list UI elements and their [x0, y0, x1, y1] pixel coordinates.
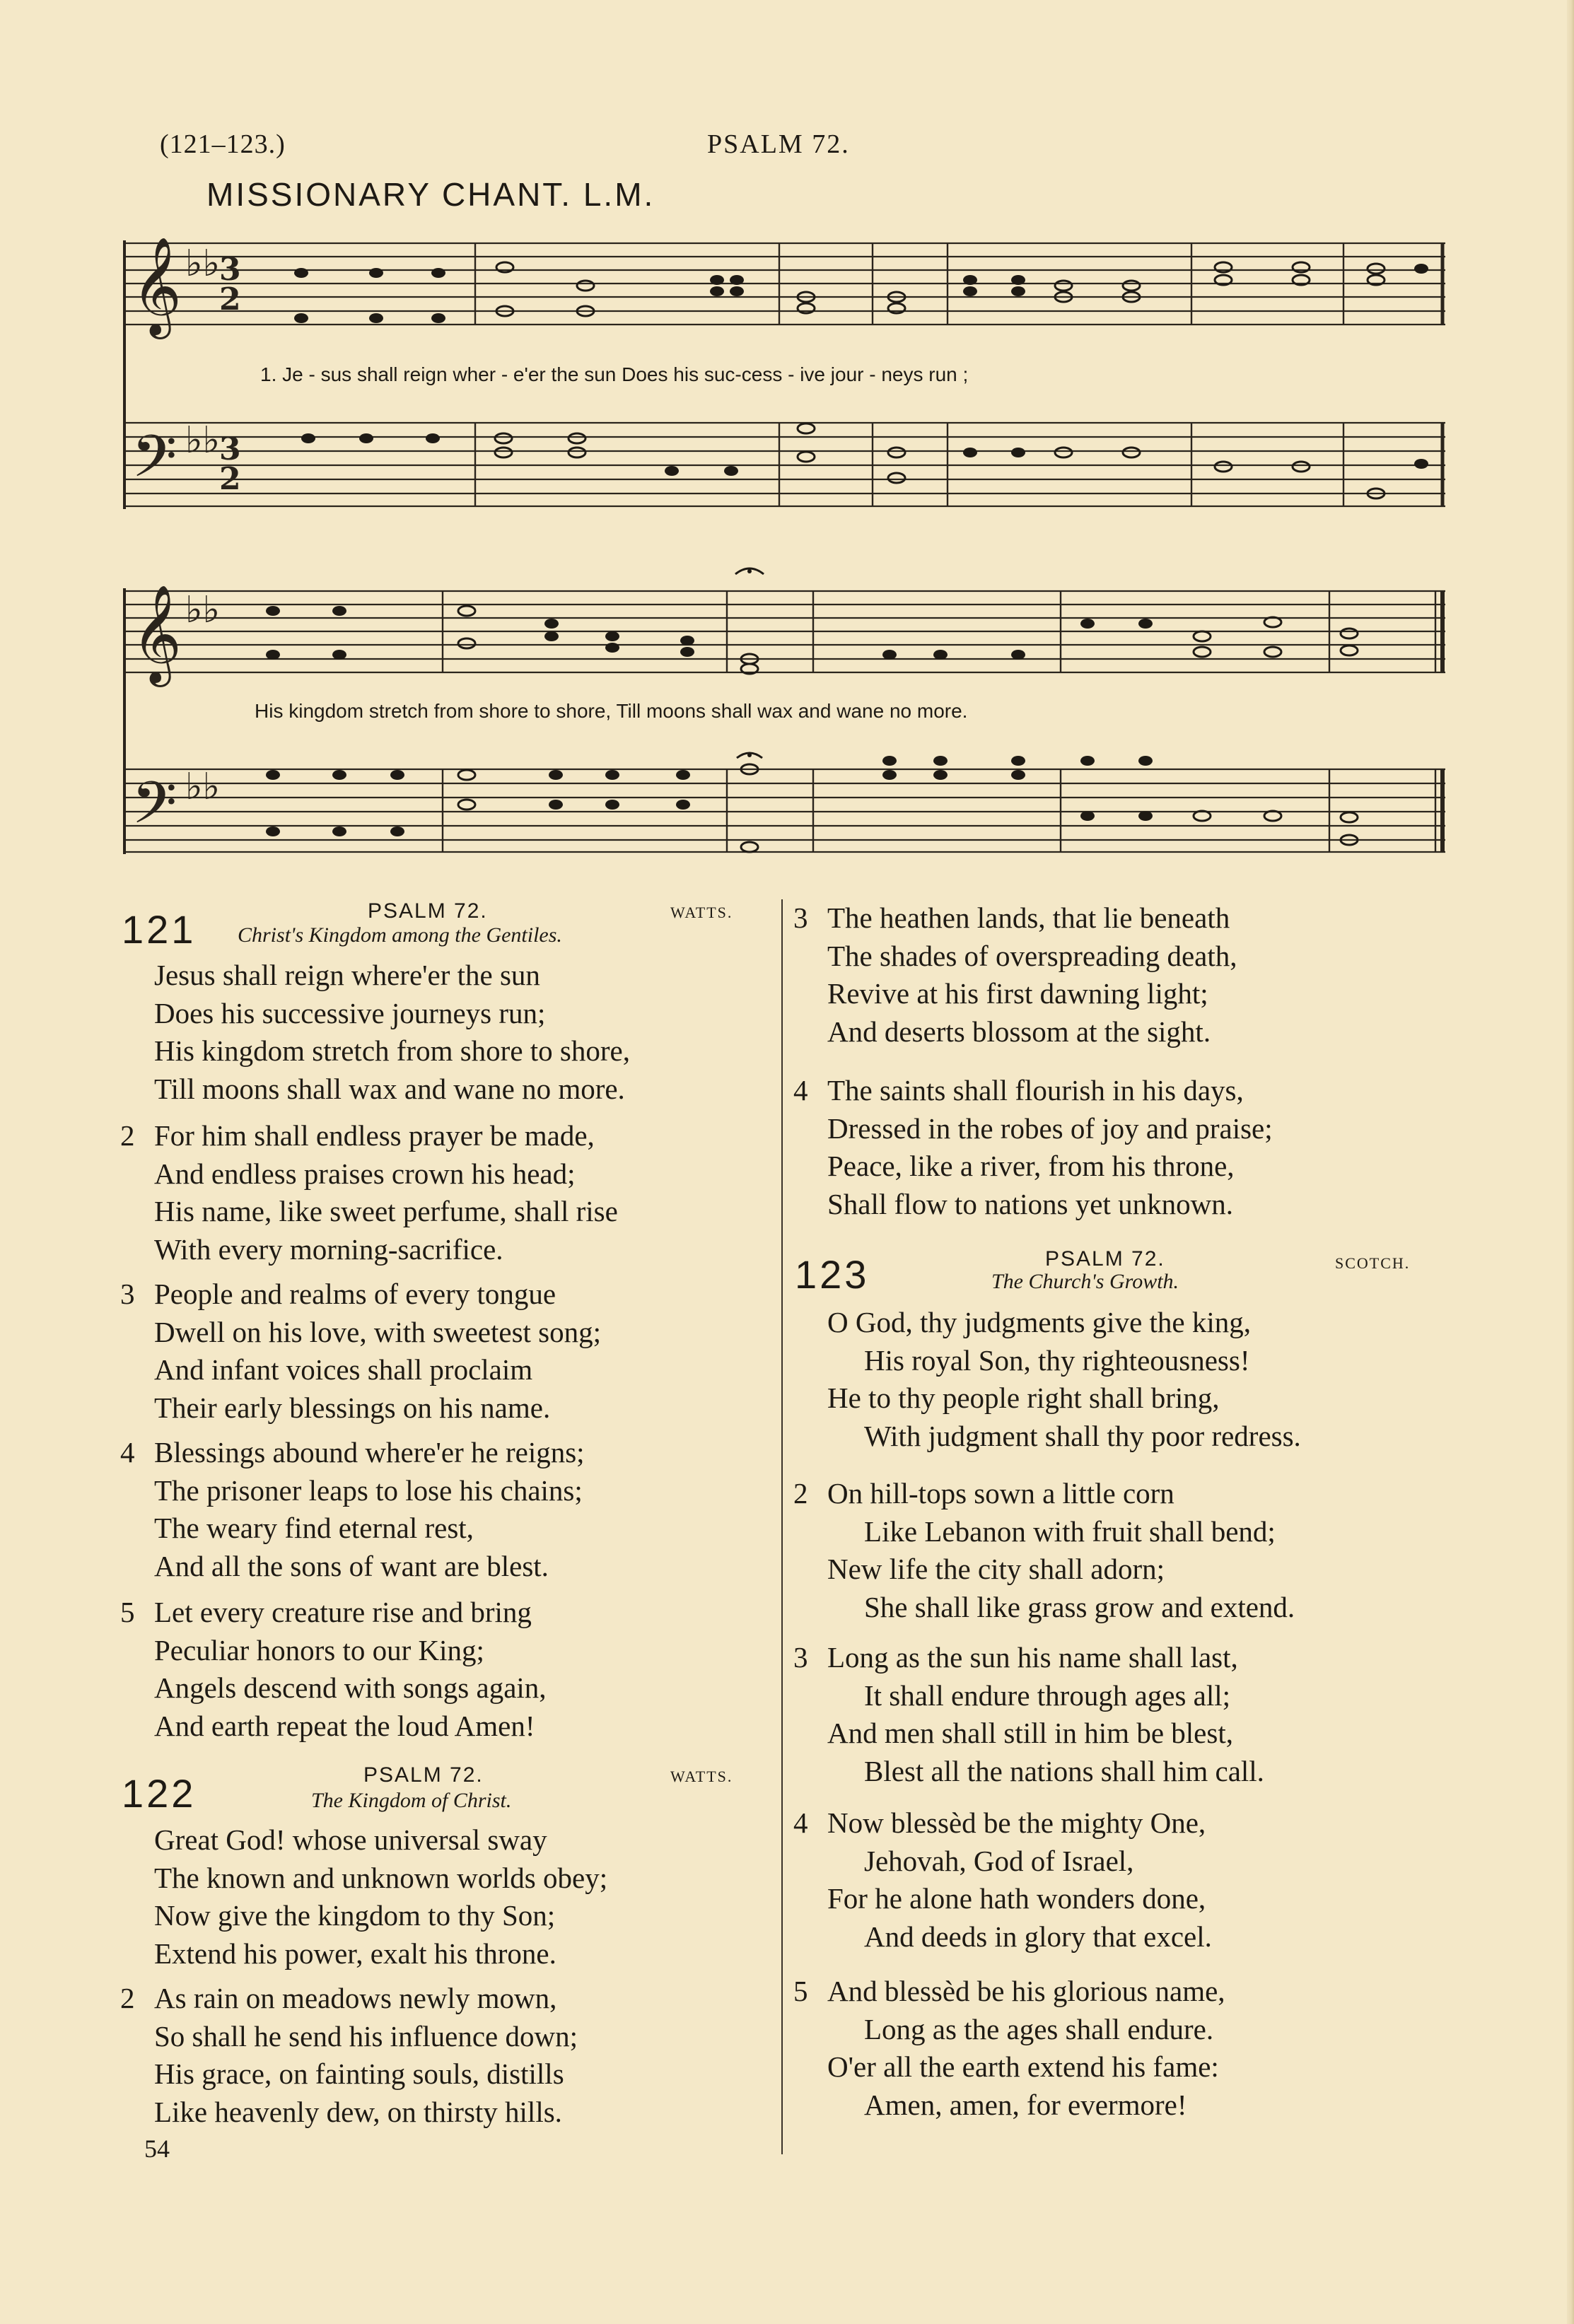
lyrics-line-1: 1. Je - sus shall reign wher - e'er the sun Does his suc-cess - ive jour - neys run ;: [260, 363, 969, 385]
svg-text:2: 2: [219, 281, 241, 317]
verse-line: Let every creature rise and bring: [154, 1596, 532, 1628]
hymn-123-stanza-1: [827, 1304, 1301, 1455]
svg-text:3: 3: [219, 431, 241, 467]
stanza-number: 2: [793, 1477, 808, 1510]
svg-text:2: 2: [219, 461, 241, 497]
hymn-121-stanza-4: [120, 1434, 585, 1585]
verse-line: His name, like sweet perfume, shall rise: [154, 1195, 618, 1227]
svg-text:𝄞: 𝄞: [132, 237, 182, 335]
hymn-121-author: WATTS.: [670, 904, 733, 921]
verse-line: And men shall still in him be blest,: [827, 1717, 1233, 1749]
verse-line: And endless praises crown his head;: [154, 1157, 576, 1190]
hymn-122-subtitle: The Kingdom of Christ.: [311, 1789, 512, 1812]
verse-line: Great God! whose universal sway: [154, 1823, 547, 1856]
tune-title: MISSIONARY CHANT. L.M.: [206, 176, 655, 213]
hymn-123-stanza-3: [793, 1639, 1264, 1790]
hymn-123-subtitle: The Church's Growth.: [991, 1270, 1179, 1293]
verse-line: His kingdom stretch from shore to shore,: [154, 1034, 630, 1067]
verse-line: And earth repeat the loud Amen!: [154, 1709, 535, 1742]
verse-line: Dwell on his love, with sweetest song;: [154, 1315, 602, 1348]
verse-line: Their early blessings on his name.: [154, 1391, 551, 1424]
verse-line: With every morning-sacrifice.: [154, 1232, 503, 1266]
hymn-122-number: 122: [122, 1771, 197, 1816]
hymn-123-stanza-4: [793, 1804, 1212, 1956]
hymn-121-subtitle: Christ's Kingdom among the Gentiles.: [238, 923, 562, 947]
verse-line: Jesus shall reign where'er the sun: [154, 959, 540, 991]
verse-line: Shall flow to nations yet unknown.: [827, 1187, 1233, 1220]
verse-line: His royal Son, thy righteousness!: [864, 1343, 1250, 1377]
verse-line: He to thy people right shall bring,: [827, 1382, 1220, 1414]
verse-line: It shall endure through ages all;: [864, 1678, 1231, 1712]
verse-line: For him shall endless prayer be made,: [154, 1119, 595, 1152]
verse-line: The weary find eternal rest,: [154, 1512, 474, 1544]
hymn-number-range: (121–123.): [160, 129, 286, 159]
hymn-122-stanza-1: [154, 1821, 607, 1973]
verse-line: And blessèd be his glorious name,: [827, 1975, 1225, 2007]
stanza-number: 5: [120, 1596, 135, 1628]
hymn-122-stanza-2: [120, 1980, 578, 2131]
verse-line: Dressed in the robes of joy and praise;: [827, 1111, 1273, 1145]
staff-lines: [124, 243, 1445, 852]
hymn-123-stanza-5: [793, 1973, 1225, 2124]
running-header: PSALM 72.: [707, 129, 850, 159]
stanza-number: 3: [793, 901, 808, 934]
verse-line: For he alone hath wonders done,: [827, 1882, 1206, 1915]
verse-line: Peace, like a river, from his throne,: [827, 1150, 1235, 1182]
hymn-122-stanza-4: [793, 1072, 1273, 1223]
hymn-121-stanza-1: [154, 957, 630, 1108]
verse-line: His grace, on fainting souls, distills: [154, 2057, 564, 2090]
stanza-number: 2: [120, 1119, 135, 1152]
verse-line: O God, thy judgments give the king,: [827, 1306, 1252, 1338]
hymn-123-stanza-2: [793, 1475, 1295, 1626]
hymn-121-number: 121: [122, 907, 197, 952]
verse-line: The prisoner leaps to lose his chains;: [154, 1473, 583, 1507]
svg-text:♭♭: ♭♭: [185, 766, 221, 808]
stanza-number: 4: [120, 1436, 135, 1468]
svg-text:3: 3: [219, 252, 241, 288]
verse-line: Long as the ages shall endure.: [864, 2012, 1214, 2045]
verse-line: New life the city shall adorn;: [827, 1553, 1165, 1585]
stanza-number: 5: [793, 1975, 808, 2007]
hymn-121-stanza-2: [120, 1117, 618, 1268]
svg-text:♭♭: ♭♭: [185, 419, 221, 462]
verse-line: People and realms of every tongue: [154, 1278, 556, 1310]
page-number: 54: [144, 2135, 170, 2163]
verse-line: Angels descend with songs again,: [154, 1671, 547, 1704]
stanza-number: 4: [793, 1074, 808, 1106]
verse-line: Revive at his first dawning light;: [827, 977, 1208, 1010]
music-score: [0, 0, 1574, 877]
verse-line: And deserts blossom at the sight.: [827, 1015, 1211, 1048]
column-divider: [781, 899, 783, 2154]
verse-line: Till moons shall wax and wane no more.: [154, 1072, 625, 1105]
verse-line: The heathen lands, that lie beneath: [827, 901, 1230, 934]
verse-line: Like Lebanon with fruit shall bend;: [864, 1514, 1276, 1548]
verse-line: Long as the sun his name shall last,: [827, 1641, 1238, 1674]
verse-line: And infant voices shall proclaim: [154, 1353, 533, 1386]
svg-text:𝄢: 𝄢: [132, 422, 177, 505]
verse-line: Amen, amen, for evermore!: [864, 2088, 1187, 2121]
verse-line: As rain on meadows newly mown,: [154, 1982, 557, 2014]
verse-line: Jehovah, God of Israel,: [864, 1844, 1134, 1877]
svg-text:𝄞: 𝄞: [132, 585, 182, 683]
stanza-number: 3: [793, 1641, 808, 1674]
hymn-123-psalm: PSALM 72.: [1045, 1247, 1165, 1271]
verse-line: O'er all the earth extend his fame:: [827, 2050, 1219, 2083]
hymn-121-psalm: PSALM 72.: [368, 899, 488, 923]
verse-line: With judgment shall thy poor redress.: [864, 1419, 1301, 1452]
hymn-121-stanza-3: [120, 1275, 602, 1427]
verse-line: And deeds in glory that excel.: [864, 1920, 1212, 1953]
hymn-122-stanza-3: [793, 899, 1237, 1051]
stanza-number: 2: [120, 1982, 135, 2014]
verse-line: Blest all the nations shall him call.: [864, 1754, 1264, 1787]
lyrics-line-2: His kingdom stretch from shore to shore, Till moons shall wax and wane no more.: [255, 700, 968, 722]
verse-line: She shall like grass grow and extend.: [864, 1590, 1295, 1623]
svg-text:♭♭: ♭♭: [185, 589, 221, 631]
verse-line: The known and unknown worlds obey;: [154, 1861, 608, 1894]
svg-text:𝄢: 𝄢: [132, 769, 177, 851]
stanza-number: 4: [793, 1806, 808, 1839]
hymn-121-stanza-5: [120, 1594, 547, 1745]
verse-line: On hill-tops sown a little corn: [827, 1477, 1174, 1510]
verse-line: Blessings abound where'er he reigns;: [154, 1436, 585, 1468]
verse-line: The saints shall flourish in his days,: [827, 1074, 1244, 1106]
verse-line: Peculiar honors to our King;: [154, 1633, 484, 1666]
hymn-122-author: WATTS.: [670, 1768, 733, 1785]
stanza-number: 3: [120, 1278, 135, 1310]
hymn-123-number: 123: [795, 1252, 870, 1297]
hymn-122-psalm: PSALM 72.: [363, 1763, 484, 1787]
verse-line: Extend his power, exalt his throne.: [154, 1937, 556, 1970]
svg-text:♭♭: ♭♭: [185, 243, 221, 285]
verse-line: Does his successive journeys run;: [154, 996, 546, 1029]
verse-line: And all the sons of want are blest.: [154, 1549, 549, 1582]
hymn-123-author: SCOTCH.: [1335, 1254, 1411, 1272]
verse-line: The shades of overspreading death,: [827, 939, 1237, 972]
verse-line: Like heavenly dew, on thirsty hills.: [154, 2095, 562, 2128]
verse-line: So shall he send his influence down;: [154, 2019, 578, 2053]
verse-line: Now give the kingdom to thy Son;: [154, 1899, 556, 1932]
verse-line: Now blessèd be the mighty One,: [827, 1806, 1206, 1839]
